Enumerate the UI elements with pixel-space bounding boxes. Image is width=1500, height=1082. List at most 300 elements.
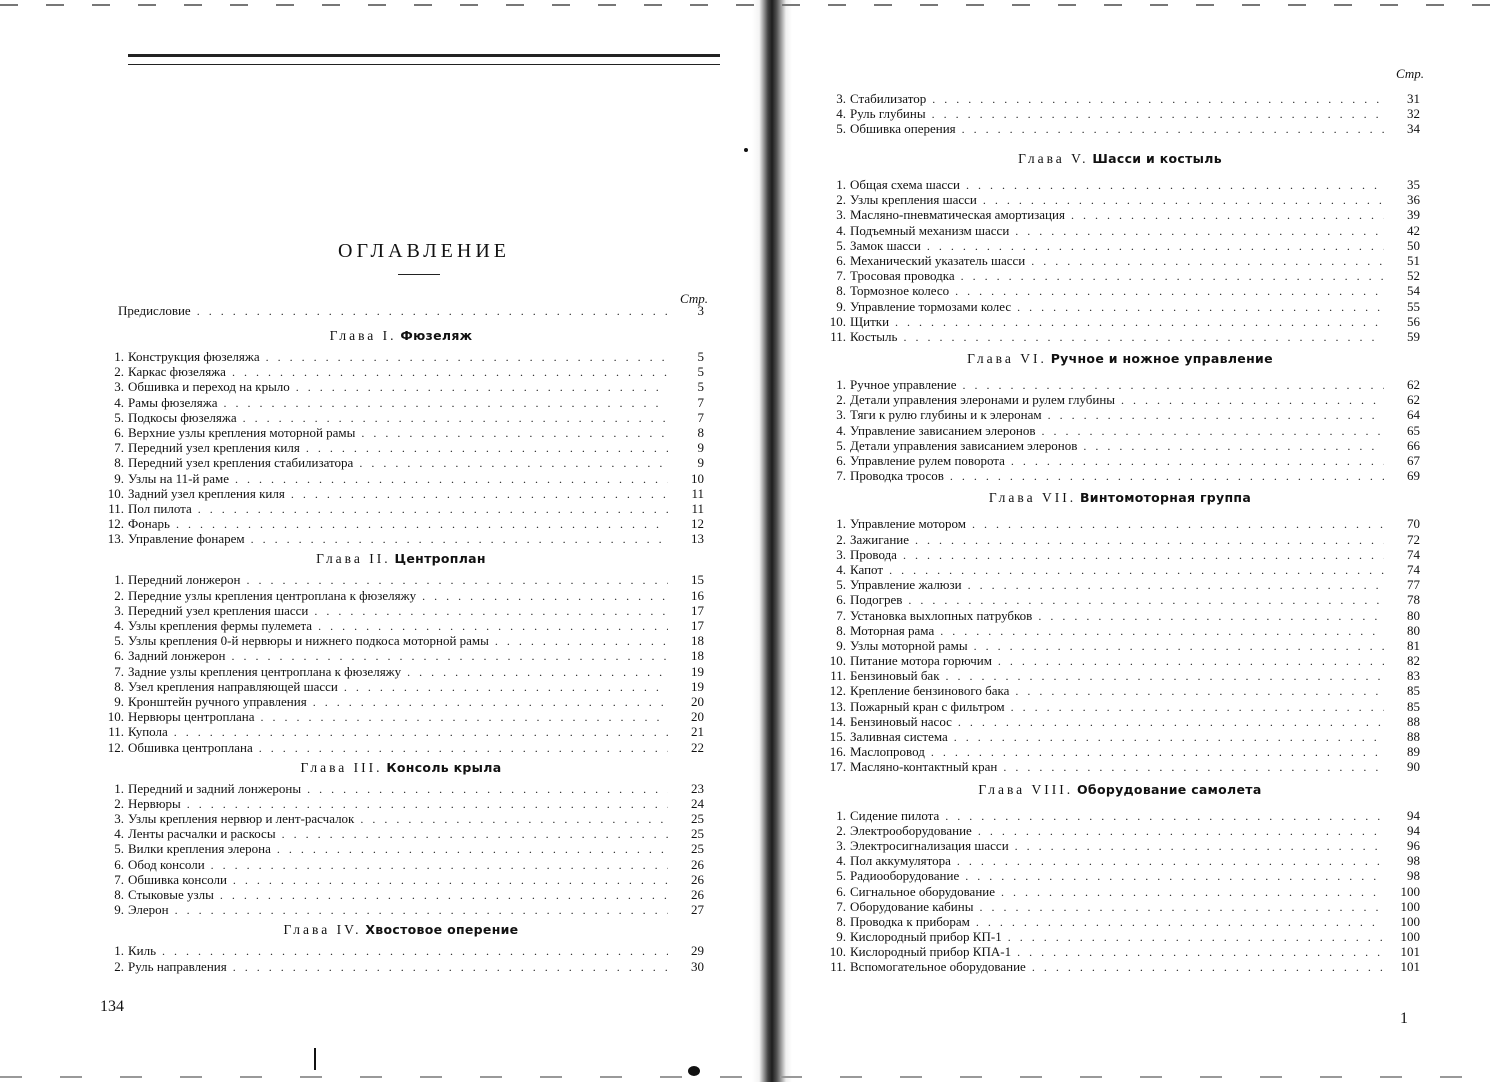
entry-title: Масляно-пневматическая амортизация <box>850 207 1065 223</box>
toc-entry <box>820 299 1420 314</box>
entry-page: 35 <box>1407 177 1420 192</box>
toc-entry <box>98 887 704 902</box>
toc-entry <box>820 283 1420 298</box>
entry-number: 9. <box>836 929 846 945</box>
entry-page: 20 <box>691 693 704 709</box>
entry-page: 70 <box>1407 516 1420 532</box>
entry-page: 26 <box>691 887 704 902</box>
entry-page: 26 <box>691 871 704 887</box>
toc-entry <box>820 238 1420 253</box>
leader-dots <box>359 456 668 471</box>
toc-entry <box>820 192 1420 207</box>
leader-dots <box>1008 930 1384 945</box>
entry-title: Передний и задний лонжероны <box>128 780 302 796</box>
toc-entry <box>820 914 1420 929</box>
entry-number: 11. <box>830 668 846 684</box>
entry-number: 4. <box>836 106 846 122</box>
chapter-heading <box>820 487 1420 508</box>
entry-number: 6. <box>836 252 846 268</box>
leader-dots <box>495 634 668 649</box>
entry-title: Пожарный кран с фильтром <box>850 698 1005 714</box>
entry-page: 89 <box>1407 744 1420 760</box>
toc-entry <box>820 868 1420 883</box>
leader-dots <box>889 563 1384 578</box>
entry-page: 25 <box>691 826 704 842</box>
entry-page: 24 <box>691 795 704 811</box>
entry-title: Узел крепления направляющей шасси <box>128 678 338 694</box>
toc-entry <box>820 808 1420 823</box>
entry-number: 13. <box>829 698 846 714</box>
entry-title: Ленты расчалки и раскосы <box>128 826 276 842</box>
toc-entry <box>98 826 704 841</box>
toc-entry <box>98 486 704 501</box>
entry-number: 4. <box>836 561 846 577</box>
leader-dots <box>1031 254 1384 269</box>
toc-entry <box>98 603 704 618</box>
entry-number: 8. <box>836 913 846 929</box>
leader-dots <box>966 178 1384 193</box>
entry-page: 90 <box>1407 759 1420 775</box>
toc-entry <box>820 407 1420 422</box>
entry-title: Вспомогательное оборудование <box>850 959 1026 975</box>
entry-page: 5 <box>697 349 704 364</box>
entry-number: 7. <box>836 607 846 623</box>
entry-page: 30 <box>691 958 704 974</box>
leader-dots <box>361 426 668 441</box>
leader-dots <box>903 548 1384 563</box>
leader-dots <box>1011 700 1384 715</box>
entry-number: 1. <box>114 780 124 796</box>
entry-title: Конструкция фюзеляжа <box>128 349 260 364</box>
toc-entry <box>98 740 704 755</box>
chapter-name: Фюзеляж <box>400 328 473 343</box>
leader-dots <box>976 915 1384 930</box>
entry-number: 5. <box>836 868 846 884</box>
entry-number: 1. <box>836 177 846 192</box>
entry-title: Кронштейн ручного управления <box>128 693 307 709</box>
entry-page: 20 <box>691 709 704 725</box>
entry-page: 34 <box>1407 121 1420 137</box>
entry-number: 10. <box>107 709 124 725</box>
preface-entry <box>118 302 704 319</box>
entry-page: 101 <box>1400 944 1420 960</box>
entry-title: Общая схема шасси <box>850 177 960 192</box>
entry-page: 15 <box>691 572 704 588</box>
entry-page: 42 <box>1407 222 1420 238</box>
leader-dots <box>955 284 1384 299</box>
toc-entry <box>820 468 1420 483</box>
leader-dots <box>306 441 668 456</box>
entry-number: 1. <box>114 943 124 959</box>
leader-dots <box>1015 684 1384 699</box>
page-column-label: Стр. <box>1396 66 1424 81</box>
entry-page: 62 <box>1407 392 1420 408</box>
entry-title: Узлы крепления нервюр и лент-расчалок <box>128 811 355 827</box>
entry-page: 7 <box>697 409 704 425</box>
entry-number: 6. <box>836 453 846 468</box>
leader-dots <box>266 350 668 365</box>
leader-dots <box>243 411 668 426</box>
entry-page: 7 <box>697 394 704 410</box>
entry-title: Фонарь <box>128 516 170 532</box>
entry-title: Задний узел крепления киля <box>128 485 285 501</box>
entry-title: Электросигнализация шасси <box>850 837 1009 853</box>
entry-page: 72 <box>1407 531 1420 547</box>
toc-entry <box>820 253 1420 268</box>
entry-number: 11. <box>830 328 846 344</box>
preface-label: Предисловие <box>118 303 191 318</box>
entry-number: 3. <box>836 837 846 853</box>
entry-number: 9. <box>836 637 846 653</box>
entry-number: 1. <box>114 572 124 588</box>
entry-title: Управление фонарем <box>128 531 245 547</box>
leader-dots <box>927 239 1384 254</box>
chapter-name: Центроплан <box>394 551 486 567</box>
entry-page: 39 <box>1407 207 1420 223</box>
entry-number: 2. <box>836 192 846 208</box>
entry-number: 14. <box>829 713 846 729</box>
leader-dots <box>407 665 668 680</box>
toc-entry <box>820 268 1420 283</box>
toc-entry <box>820 668 1420 683</box>
entry-number: 7. <box>836 468 846 484</box>
entry-title: Замок шасси <box>850 237 921 253</box>
leader-dots <box>296 380 668 395</box>
entry-page: 50 <box>1407 237 1420 253</box>
entry-number: 9. <box>114 902 124 918</box>
entry-page: 67 <box>1407 453 1420 468</box>
toc-entry <box>98 679 704 694</box>
entry-number: 12. <box>829 683 846 699</box>
entry-page: 19 <box>691 663 704 679</box>
entry-page: 80 <box>1407 607 1420 623</box>
leader-dots <box>1038 609 1384 624</box>
entry-page: 11 <box>691 500 704 516</box>
entry-title: Кислородный прибор КП-1 <box>850 929 1002 945</box>
entry-number: 9. <box>114 693 124 709</box>
entry-page: 26 <box>691 856 704 872</box>
entry-number: 2. <box>114 795 124 811</box>
entry-page: 101 <box>1400 959 1420 975</box>
entry-number: 5. <box>114 841 124 857</box>
entry-title: Пол пилота <box>128 500 192 516</box>
leader-dots <box>958 715 1384 730</box>
toc-entry <box>820 823 1420 838</box>
leader-dots <box>187 797 668 812</box>
entry-page: 85 <box>1407 683 1420 699</box>
leader-dots <box>961 269 1384 284</box>
entry-title: Маслопровод <box>850 744 925 760</box>
leader-dots <box>318 619 668 634</box>
entry-title: Узлы крепления 0-й нервюры и нижнего подкоса моторной рамы <box>128 633 489 649</box>
toc-entry <box>98 811 704 826</box>
toc-entry <box>820 929 1420 944</box>
continued-items <box>820 91 1420 137</box>
entry-title: Управление зависанием элеронов <box>850 422 1036 438</box>
leader-dots <box>422 589 668 604</box>
entry-page: 5 <box>697 379 704 395</box>
leader-dots <box>232 649 669 664</box>
entry-page: 17 <box>691 602 704 618</box>
entry-page: 94 <box>1407 822 1420 838</box>
entry-number: 16. <box>829 744 846 760</box>
entry-number: 5. <box>836 237 846 253</box>
leader-dots <box>957 854 1384 869</box>
toc-entry <box>98 425 704 440</box>
left-chapter-list <box>98 325 704 974</box>
entry-page: 18 <box>691 633 704 649</box>
leader-dots <box>979 900 1384 915</box>
entry-title: Вилки крепления элерона <box>128 841 271 857</box>
chapter-name: Ручное и ножное управление <box>1050 351 1273 367</box>
chapter-label: Глава III. <box>300 759 383 775</box>
entry-number: 12. <box>107 739 124 755</box>
entry-title: Механический указатель шасси <box>850 252 1026 268</box>
leader-dots <box>1032 960 1384 975</box>
toc-entry <box>820 577 1420 592</box>
entry-page: 80 <box>1407 622 1420 638</box>
entry-title: Элерон <box>128 902 169 918</box>
toc-entry <box>98 841 704 856</box>
leader-dots <box>282 827 668 842</box>
entry-title: Управление жалюзи <box>850 577 962 593</box>
entry-title: Оборудование кабины <box>850 898 974 914</box>
leader-dots <box>344 680 668 695</box>
entry-number: 2. <box>836 392 846 408</box>
toc-entry <box>820 532 1420 547</box>
leader-dots <box>197 303 668 320</box>
toc-entry <box>98 501 704 516</box>
entry-title: Передний узел крепления киля <box>128 440 300 456</box>
entry-title: Обшивка центроплана <box>128 739 253 755</box>
entry-title: Крепление бензинового бака <box>850 683 1010 699</box>
entry-page: 25 <box>691 811 704 827</box>
entry-number: 1. <box>836 807 846 823</box>
toc-entry <box>98 364 704 379</box>
header-rule-thick <box>128 54 720 57</box>
entry-page: 56 <box>1407 313 1420 329</box>
chapter-label: Глава II. <box>316 551 391 567</box>
toc-entry <box>98 796 704 811</box>
leader-dots <box>983 193 1384 208</box>
toc-entry <box>820 899 1420 914</box>
leader-dots <box>162 944 668 959</box>
toc-entry <box>820 223 1420 238</box>
leader-dots <box>978 824 1384 839</box>
entry-page: 98 <box>1407 868 1420 884</box>
entry-number: 15. <box>829 729 846 744</box>
leader-dots <box>908 593 1384 608</box>
toc-entry <box>98 572 704 587</box>
entry-page: 59 <box>1407 328 1420 344</box>
entry-number: 10. <box>829 653 846 669</box>
entry-number: 13. <box>107 531 124 547</box>
entry-page: 100 <box>1400 913 1420 929</box>
entry-number: 2. <box>836 822 846 838</box>
toc-entry <box>820 207 1420 222</box>
entry-page: 29 <box>691 943 704 959</box>
entry-title: Узлы крепления фермы пулемета <box>128 618 313 633</box>
chapter-heading <box>98 757 704 778</box>
toc-entry <box>98 588 704 603</box>
entry-number: 5. <box>836 121 846 137</box>
leader-dots <box>974 639 1384 654</box>
entry-page: 98 <box>1407 853 1420 869</box>
entry-title: Верхние узлы крепления моторной рамы <box>128 424 356 440</box>
entry-number: 2. <box>114 587 124 603</box>
entry-title: Каркас фюзеляжа <box>128 364 226 380</box>
leader-dots <box>360 812 668 827</box>
leader-dots <box>176 517 668 532</box>
entry-page: 19 <box>691 678 704 694</box>
entry-title: Капот <box>850 561 884 577</box>
entry-page: 12 <box>691 516 704 532</box>
leader-dots <box>175 903 668 918</box>
leader-dots <box>246 573 668 588</box>
leader-dots <box>233 873 668 888</box>
toc-entry <box>98 959 704 974</box>
entry-number: 4. <box>114 826 124 842</box>
entry-number: 11. <box>108 724 124 740</box>
toc-entry <box>98 709 704 724</box>
chapter-heading <box>98 325 704 346</box>
leader-dots <box>932 107 1384 122</box>
toc-entry <box>820 177 1420 192</box>
entry-number: 2. <box>836 531 846 547</box>
toc-entry <box>98 724 704 739</box>
entry-page: 88 <box>1407 713 1420 729</box>
entry-page: 65 <box>1407 422 1420 438</box>
entry-page: 74 <box>1407 546 1420 562</box>
entry-title: Узлы моторной рамы <box>850 637 968 653</box>
preface-page: 3 <box>697 303 704 318</box>
entry-number: 12. <box>107 516 124 532</box>
toc-entry <box>98 902 704 917</box>
entry-number: 3. <box>836 207 846 223</box>
entry-page: 69 <box>1407 468 1420 484</box>
chapter-label: Глава IV. <box>283 922 362 938</box>
entry-title: Тросовая проводка <box>850 268 955 284</box>
entry-number: 8. <box>114 455 124 471</box>
toc-entry <box>820 714 1420 729</box>
leader-dots <box>291 487 668 502</box>
leader-dots <box>1121 393 1384 408</box>
toc-entry <box>820 959 1420 974</box>
leader-dots <box>1083 439 1384 454</box>
chapter-heading <box>98 548 704 569</box>
leader-dots <box>1001 885 1384 900</box>
entry-page: 94 <box>1407 807 1420 823</box>
entry-title: Обшивка и переход на крыло <box>128 379 290 395</box>
page-column-label: Стр. <box>680 291 708 306</box>
entry-page: 85 <box>1407 698 1420 714</box>
entry-page: 74 <box>1407 561 1420 577</box>
entry-title: Передний узел крепления шасси <box>128 602 309 618</box>
leader-dots <box>235 472 668 487</box>
toc-entry <box>820 314 1420 329</box>
toc-entry <box>820 623 1420 638</box>
toc-entry <box>820 547 1420 562</box>
entry-title: Купола <box>128 724 168 740</box>
leader-dots <box>968 578 1384 593</box>
toc-entry <box>98 781 704 796</box>
entry-number: 6. <box>114 648 124 664</box>
entry-title: Обшивка оперения <box>850 121 956 137</box>
leader-dots <box>1015 224 1384 239</box>
entry-number: 1. <box>836 377 846 393</box>
leader-dots <box>1042 424 1384 439</box>
chapter-heading <box>820 148 1420 169</box>
entry-number: 5. <box>836 577 846 593</box>
entry-title: Руль глубины <box>850 106 926 122</box>
toc-entry <box>820 329 1420 344</box>
entry-title: Руль направления <box>128 958 227 974</box>
entry-number: 8. <box>836 622 846 638</box>
toc-entry <box>98 618 704 633</box>
entry-number: 3. <box>836 407 846 423</box>
entry-title: Электрооборудование <box>850 822 972 838</box>
chapter-label: Глава V. <box>1018 151 1089 166</box>
leader-dots <box>1003 760 1384 775</box>
leader-dots <box>223 396 668 411</box>
entry-number: 8. <box>836 283 846 299</box>
entry-title: Детали управления зависанием элеронов <box>850 437 1078 453</box>
entry-title: Стыковые узлы <box>128 887 214 902</box>
toc-entry <box>820 562 1420 577</box>
toc-entry <box>820 608 1420 623</box>
entry-page: 16 <box>691 587 704 603</box>
entry-number: 10. <box>829 313 846 329</box>
toc-entry <box>98 516 704 531</box>
entry-title: Подкосы фюзеляжа <box>128 409 237 425</box>
leader-dots <box>220 888 668 903</box>
entry-title: Радиооборудование <box>850 868 960 884</box>
entry-page: 5 <box>697 364 704 380</box>
entry-title: Рамы фюзеляжа <box>128 394 218 410</box>
entry-page: 100 <box>1400 929 1420 945</box>
toc-entry <box>820 438 1420 453</box>
toc-entry <box>820 121 1420 136</box>
entry-number: 8. <box>114 678 124 694</box>
leader-dots <box>277 842 668 857</box>
leader-dots <box>1071 208 1384 223</box>
entry-title: Подъемный механизм шасси <box>850 222 1010 238</box>
entry-page: 9 <box>697 440 704 456</box>
leader-dots <box>903 330 1384 345</box>
entry-title: Кислородный прибор КПА-1 <box>850 944 1012 960</box>
entry-page: 36 <box>1407 192 1420 208</box>
entry-page: 77 <box>1407 577 1420 593</box>
toc-entry <box>820 653 1420 668</box>
entry-page: 13 <box>691 531 704 547</box>
entry-number: 6. <box>836 883 846 899</box>
entry-number: 7. <box>114 440 124 456</box>
entry-number: 17. <box>829 759 846 775</box>
toc-entry <box>820 106 1420 121</box>
leader-dots <box>232 365 668 380</box>
leader-dots <box>932 92 1384 107</box>
toc-entry <box>820 592 1420 607</box>
leader-dots <box>1017 300 1384 315</box>
entry-title: Сидение пилота <box>850 807 940 823</box>
entry-number: 11. <box>108 500 124 516</box>
toc-entry <box>820 729 1420 744</box>
entry-number: 4. <box>114 618 124 633</box>
entry-page: 31 <box>1407 91 1420 106</box>
entry-number: 1. <box>836 516 846 532</box>
entry-number: 5. <box>114 633 124 649</box>
toc-entry <box>98 471 704 486</box>
